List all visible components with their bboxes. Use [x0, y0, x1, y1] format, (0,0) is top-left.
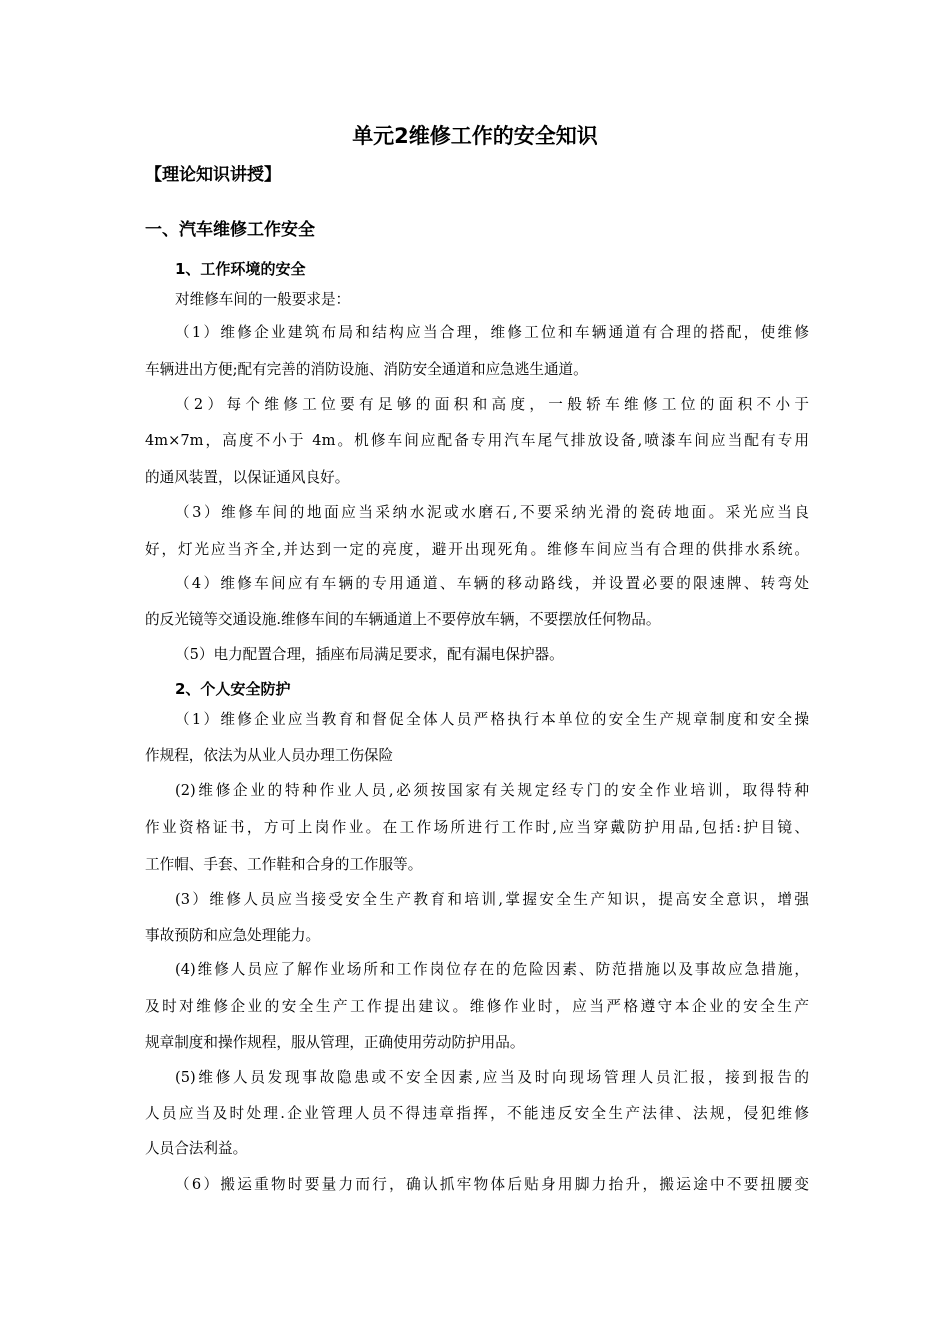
subheading-work-environment: 1、工作环境的安全 [175, 260, 306, 278]
paragraph-line: （5）电力配置合理，插座布局满足要求，配有漏电保护器。 [175, 646, 564, 663]
paragraph-line: （4）维修车间应有车辆的专用通道、车辆的移动路线，并设置必要的限速牌、转弯处 [175, 575, 809, 592]
paragraph-line: 作业资格证书，方可上岗作业。在工作场所进行工作时,应当穿戴防护用品,包括:护目镜、 [145, 819, 809, 836]
paragraph-line: 的通风装置，以保证通风良好。 [145, 469, 350, 486]
paragraph-line: （6）搬运重物时要量力而行，确认抓牢物体后贴身用脚力抬升，搬运途中不要扭腰变 [175, 1176, 809, 1193]
paragraph-line: 人员应当及时处理.企业管理人员不得违章指挥，不能违反安全生产法律、法规，侵犯维修 [145, 1105, 809, 1122]
paragraph-line: 对维修车间的一般要求是： [175, 291, 351, 308]
paragraph-line: 好，灯光应当齐全,并达到一定的亮度，避开出现死角。维修车间应当有合理的供排水系统。 [145, 541, 809, 558]
paragraph-line: （2）每个维修工位要有足够的面积和高度，一般轿车维修工位的面积不小于 [175, 396, 809, 413]
heading-vehicle-repair-safety: 一、汽车维修工作安全 [145, 220, 315, 240]
paragraph-line: 4m×7m，高度不小于 4m。机修车间应配备专用汽车尾气排放设备,喷漆车间应当配有专用 [145, 432, 809, 449]
paragraph-line: 车辆进出方便;配有完善的消防设施、消防安全通道和应急逃生通道。 [145, 361, 588, 378]
paragraph-line: 人员合法利益。 [145, 1140, 248, 1157]
paragraph-line: (4)维修人员应了解作业场所和工作岗位存在的危险因素、防范措施以及事故应急措施， [175, 961, 809, 978]
paragraph-line: 的反光镜等交通设施.维修车间的车辆通道上不要停放车辆，不要摆放任何物品。 [145, 611, 661, 628]
paragraph-line: (3）维修人员应当接受安全生产教育和培训,掌握安全生产知识，提高安全意识，增强 [175, 891, 809, 908]
document-title: 单元2维修工作的安全知识 [352, 124, 598, 148]
paragraph-line: 及时对维修企业的安全生产工作提出建议。维修作业时，应当严格遵守本企业的安全生产 [145, 998, 809, 1015]
paragraph-line: 作规程，依法为从业人员办理工伤保险 [145, 747, 394, 764]
paragraph-line: 工作帽、手套、工作鞋和合身的工作服等。 [145, 856, 423, 873]
paragraph-line: (5)维修人员发现事故隐患或不安全因素,应当及时向现场管理人员汇报，接到报告的 [175, 1069, 809, 1086]
paragraph-line: 规章制度和操作规程，服从管理，正确使用劳动防护用品。 [145, 1034, 525, 1051]
paragraph-line: （3）维修车间的地面应当采纳水泥或水磨石,不要采纳光滑的瓷砖地面。采光应当良 [175, 504, 809, 521]
paragraph-line: （1）维修企业应当教育和督促全体人员严格执行本单位的安全生产规章制度和安全操 [175, 711, 809, 728]
paragraph-line: (2)维修企业的特种作业人员,必须按国家有关规定经专门的安全作业培训，取得特种 [175, 782, 809, 799]
paragraph-line: （1）维修企业建筑布局和结构应当合理，维修工位和车辆通道有合理的搭配，使维修 [175, 324, 809, 341]
subheading-personal-protection: 2、个人安全防护 [175, 680, 291, 698]
section-label: 【理论知识讲授】 [145, 165, 281, 185]
paragraph-line: 事故预防和应急处理能力。 [145, 927, 321, 944]
